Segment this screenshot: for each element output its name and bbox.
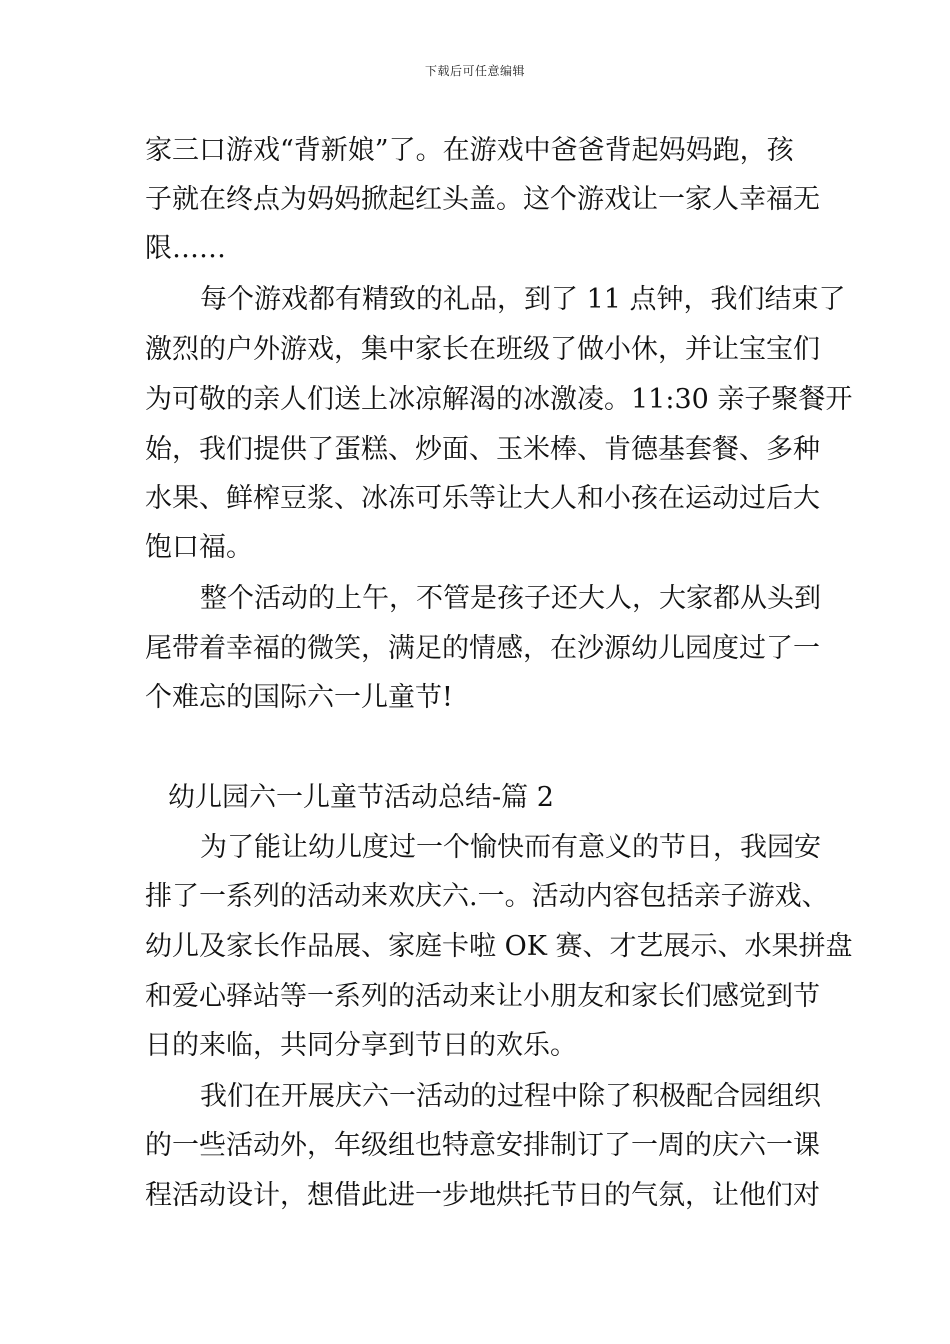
- paragraph-first-line: 为了能让幼儿度过一个愉快而有意义的节日，我园安: [200, 832, 821, 863]
- paragraph-first-line: 整个活动的上午，不管是孩子还大人，大家都从头到: [200, 583, 821, 614]
- text-line: 程活动设计，想借此进一步地烘托节日的气氛，让他们对: [145, 1180, 820, 1211]
- page-header: 下载后可任意编辑: [424, 64, 525, 78]
- text-line: 和爱心驿站等一系列的活动来让小朋友和家长们感觉到节: [145, 981, 820, 1012]
- text-line: 激烈的户外游戏，集中家长在班级了做小休，并让宝宝们: [145, 334, 820, 365]
- text-line: 为可敬的亲人们送上冰凉解渴的冰激凌。11:30 亲子聚餐开: [145, 384, 853, 415]
- text-line: 日的来临，共同分享到节日的欢乐。: [145, 1030, 577, 1061]
- text-line: 的一些活动外，年级组也特意安排制订了一周的庆六一课: [145, 1130, 820, 1161]
- text-line: 排了一系列的活动来欢庆六.一。活动内容包括亲子游戏、: [145, 881, 829, 912]
- text-line: 尾带着幸福的微笑，满足的情感，在沙源幼儿园度过了一: [145, 633, 820, 664]
- text-line: 始，我们提供了蛋糕、炒面、玉米棒、肯德基套餐、多种: [145, 434, 820, 465]
- paragraph-first-line: 每个游戏都有精致的礼品，到了 11 点钟，我们结束了: [200, 284, 846, 315]
- section-title: 幼儿园六一儿童节活动总结-篇 2: [168, 782, 554, 813]
- text-line: 子就在终点为妈妈掀起红头盖。这个游戏让一家人幸福无: [145, 184, 820, 215]
- text-line: 限……: [145, 233, 226, 264]
- text-line: 水果、鲜榨豆浆、冰冻可乐等让大人和小孩在运动过后大: [145, 483, 820, 514]
- text-line: 个难忘的国际六一儿童节!: [145, 682, 453, 713]
- paragraph-first-line: 我们在开展庆六一活动的过程中除了积极配合园组织: [200, 1081, 821, 1112]
- text-line: 家三口游戏“背新娘”了。在游戏中爸爸背起妈妈跑，孩: [145, 135, 794, 166]
- text-line: 幼儿及家长作品展、家庭卡啦 OK 赛、才艺展示、水果拼盘: [145, 931, 853, 962]
- text-line: 饱口福。: [145, 532, 253, 563]
